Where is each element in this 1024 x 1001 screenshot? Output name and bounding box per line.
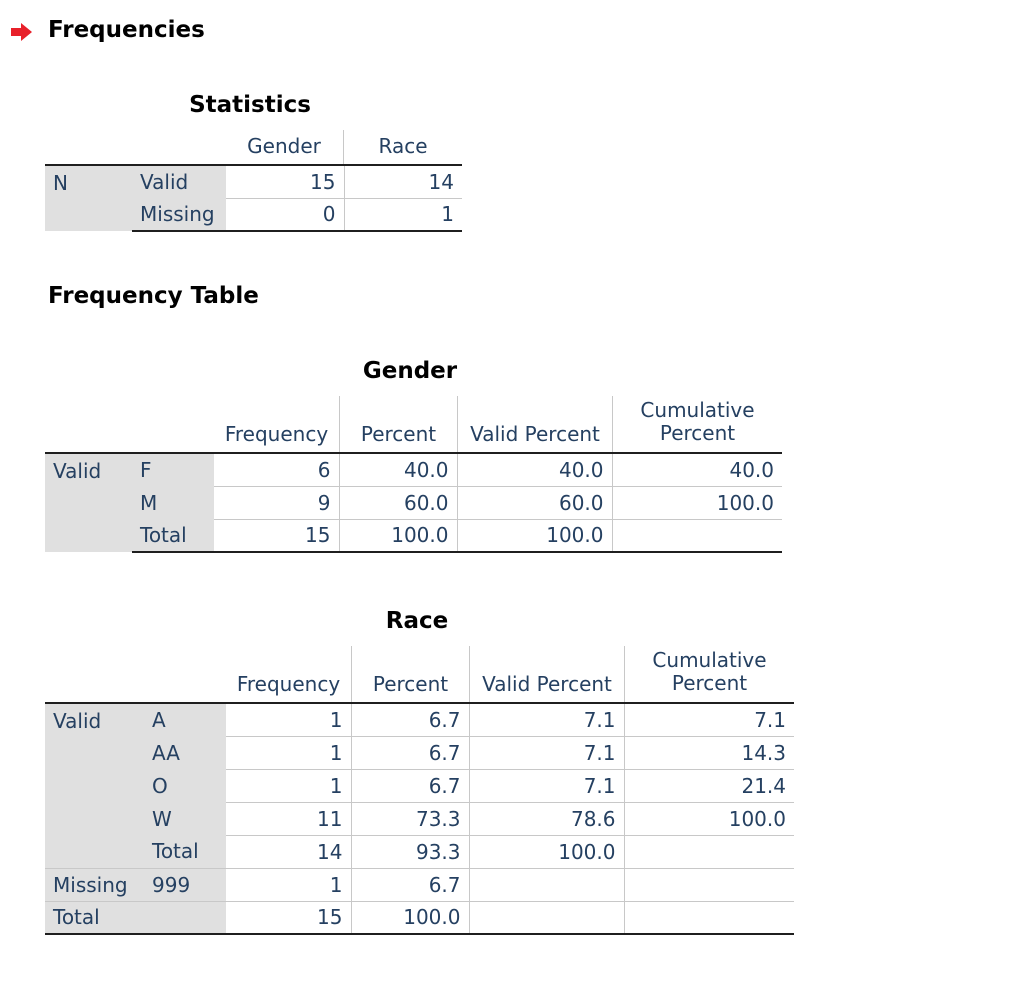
row-label: Total — [144, 835, 226, 868]
cell: 1 — [226, 703, 351, 736]
cell: 14 — [344, 165, 462, 198]
gender-table — [45, 452, 782, 553]
cell: 6 — [214, 453, 339, 486]
row-label: Missing — [132, 198, 226, 231]
row-label: M — [132, 486, 214, 519]
cell: 14 — [226, 835, 351, 868]
cell: 11 — [226, 802, 351, 835]
cell: 100.0 — [469, 835, 624, 868]
row-label-total: Total — [45, 901, 226, 934]
row-label: AA — [144, 736, 226, 769]
cell: 1 — [226, 769, 351, 802]
cell: 6.7 — [351, 703, 469, 736]
cell: 1 — [226, 736, 351, 769]
cell: 7.1 — [624, 703, 794, 736]
cell: 40.0 — [612, 453, 782, 486]
row-label: 999 — [144, 868, 226, 901]
cell: 93.3 — [351, 835, 469, 868]
cell: 9 — [214, 486, 339, 519]
cell: 1 — [226, 868, 351, 901]
page-title: Frequencies — [48, 17, 205, 43]
cell: 7.1 — [469, 769, 624, 802]
cell: 60.0 — [457, 486, 612, 519]
cell: 0 — [226, 198, 344, 231]
cell: 15 — [226, 901, 351, 934]
row-group-n: N — [45, 165, 132, 231]
cell — [469, 901, 624, 934]
row-label: F — [132, 453, 214, 486]
race-col-percent: Percent — [372, 672, 449, 696]
row-label: A — [144, 703, 226, 736]
cell — [469, 868, 624, 901]
cell: 14.3 — [624, 736, 794, 769]
cell: 100.0 — [351, 901, 469, 934]
cell: 40.0 — [339, 453, 457, 486]
gender-col-valid-percent: Valid Percent — [470, 422, 600, 446]
row-label: O — [144, 769, 226, 802]
row-group-valid: Valid — [45, 703, 144, 868]
cell: 60.0 — [339, 486, 457, 519]
gender-col-frequency: Frequency — [224, 422, 329, 446]
race-table — [45, 702, 794, 935]
row-label: Valid — [132, 165, 226, 198]
cell: 15 — [226, 165, 344, 198]
cell: 15 — [214, 519, 339, 552]
cell: 6.7 — [351, 769, 469, 802]
cell: 6.7 — [351, 736, 469, 769]
gender-col-cumulative-percent: Cumulative Percent — [640, 398, 755, 445]
row-label: W — [144, 802, 226, 835]
row-group-valid: Valid — [45, 453, 132, 552]
statistics-title: Statistics — [189, 92, 311, 118]
cell — [612, 519, 782, 552]
cell: 21.4 — [624, 769, 794, 802]
race-col-cumulative-percent: Cumulative Percent — [652, 648, 767, 695]
race-col-valid-percent: Valid Percent — [482, 672, 612, 696]
cell: 1 — [344, 198, 462, 231]
frequency-table-title: Frequency Table — [48, 283, 259, 309]
cell — [624, 835, 794, 868]
red-arrow-icon — [10, 22, 34, 42]
cell: 100.0 — [612, 486, 782, 519]
race-title: Race — [385, 608, 449, 634]
stats-col-race: Race — [378, 134, 428, 158]
row-label: Total — [132, 519, 214, 552]
cell: 6.7 — [351, 868, 469, 901]
race-col-frequency: Frequency — [236, 672, 341, 696]
cell: 73.3 — [351, 802, 469, 835]
gender-title: Gender — [362, 358, 458, 384]
cell — [624, 868, 794, 901]
cell: 78.6 — [469, 802, 624, 835]
gender-col-percent: Percent — [360, 422, 437, 446]
row-group-missing: Missing — [45, 868, 144, 901]
cell: 40.0 — [457, 453, 612, 486]
cell: 100.0 — [339, 519, 457, 552]
cell: 7.1 — [469, 703, 624, 736]
stats-col-gender: Gender — [247, 134, 321, 158]
cell: 100.0 — [457, 519, 612, 552]
cell: 100.0 — [624, 802, 794, 835]
cell — [624, 901, 794, 934]
cell: 7.1 — [469, 736, 624, 769]
statistics-table — [45, 164, 462, 232]
